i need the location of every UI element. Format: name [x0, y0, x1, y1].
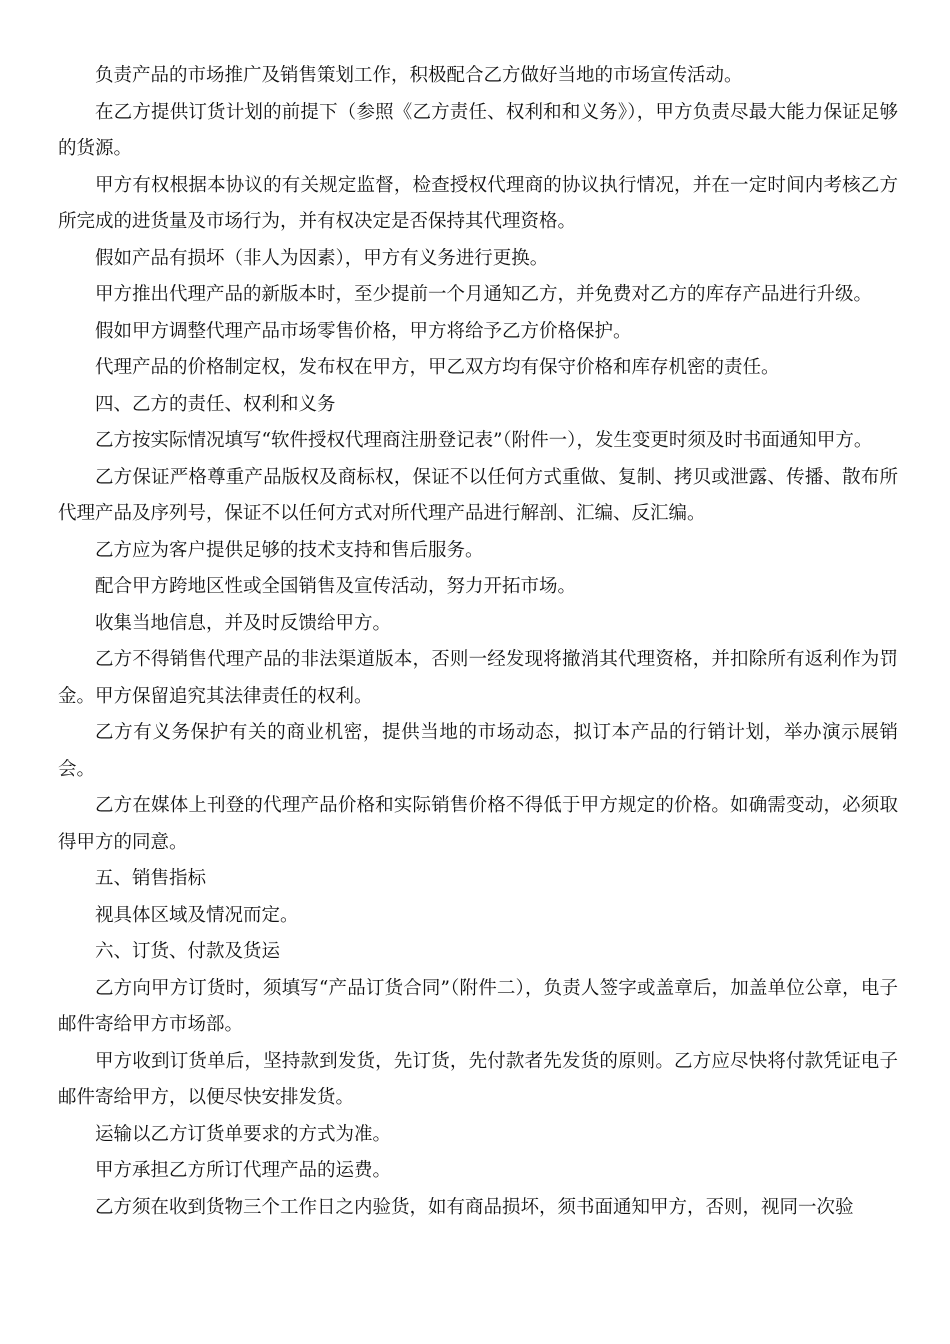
paragraph: 乙方须在收到货物三个工作日之内验货，如有商品损坏，须书面通知甲方，否则，视同一次验	[95, 1196, 854, 1218]
paragraph: 收集当地信息，并及时反馈给甲方。	[95, 612, 392, 634]
paragraph: 运输以乙方订货单要求的方式为准。	[95, 1123, 392, 1145]
paragraph: 代理产品的价格制定权，发布权在甲方，甲乙双方均有保守价格和库存机密的责任。	[95, 357, 780, 378]
paragraph: 配合甲方跨地区性或全国销售及宣传活动，努力开拓市场。	[95, 576, 577, 597]
section-heading: 四、乙方的责任、权利和义务	[95, 393, 336, 415]
section-heading: 六、订货、付款及货运	[95, 941, 281, 962]
paragraph: 视具体区域及情况而定。	[95, 904, 299, 926]
paragraph: 乙方不得销售代理产品的非法渠道版本，否则一经发现将撤消其代理资格，并扣除所有返利作为罚金。甲方保留追究其法律责任的权利。	[58, 649, 898, 707]
paragraph: 乙方向甲方订货时，须填写“产品订货合同”（附件二），负责人签字或盖章后，加盖单位公章，电子邮件寄给甲方市场部。	[58, 977, 898, 1035]
paragraph: 乙方有义务保护有关的商业机密，提供当地的市场动态，拟订本产品的行销计划，举办演示展销会。	[58, 722, 898, 780]
document-page	[58, 58, 898, 1226]
paragraph: 假如产品有损坏（非人为因素），甲方有义务进行更换。	[95, 247, 549, 269]
paragraph: 甲方承担乙方所订代理产品的运费。	[95, 1160, 392, 1181]
paragraph: 在乙方提供订货计划的前提下（参照《乙方责任、权利和和义务》），甲方负责尽最大能力保证足够的货源。	[58, 101, 898, 159]
paragraph: 乙方按实际情况填写“软件授权代理商注册登记表”（附件一），发生变更时须及时书面通知甲方。	[95, 430, 873, 451]
paragraph: 甲方有权根据本协议的有关规定监督，检查授权代理商的协议执行情况，并在一定时间内考核乙方所完成的进货量及市场行为，并有权决定是否保持其代理资格。	[58, 174, 898, 232]
paragraph: 乙方保证严格尊重产品版权及商标权，保证不以任何方式重做、复制、拷贝或泄露、传播、散布所代理产品及序列号，保证不以任何方式对所代理产品进行解剖、汇编、反汇编。	[58, 466, 898, 524]
paragraph: 负责产品的市场推广及销售策划工作，积极配合乙方做好当地的市场宣传活动。	[95, 65, 743, 86]
paragraph: 乙方在媒体上刊登的代理产品价格和实际销售价格不得低于甲方规定的价格。如确需变动，必须取得甲方的同意。	[58, 795, 898, 853]
section-heading: 五、销售指标	[95, 868, 207, 889]
paragraph: 甲方收到订货单后，坚持款到发货，先订货，先付款者先发货的原则。乙方应尽快将付款凭证电子邮件寄给甲方，以便尽快安排发货。	[58, 1050, 898, 1108]
paragraph: 假如甲方调整代理产品市场零售价格，甲方将给予乙方价格保护。	[95, 320, 632, 342]
paragraph: 乙方应为客户提供足够的技术支持和售后服务。	[95, 539, 484, 561]
paragraph: 甲方推出代理产品的新版本时，至少提前一个月通知乙方，并免费对乙方的库存产品进行升级。	[95, 284, 873, 305]
